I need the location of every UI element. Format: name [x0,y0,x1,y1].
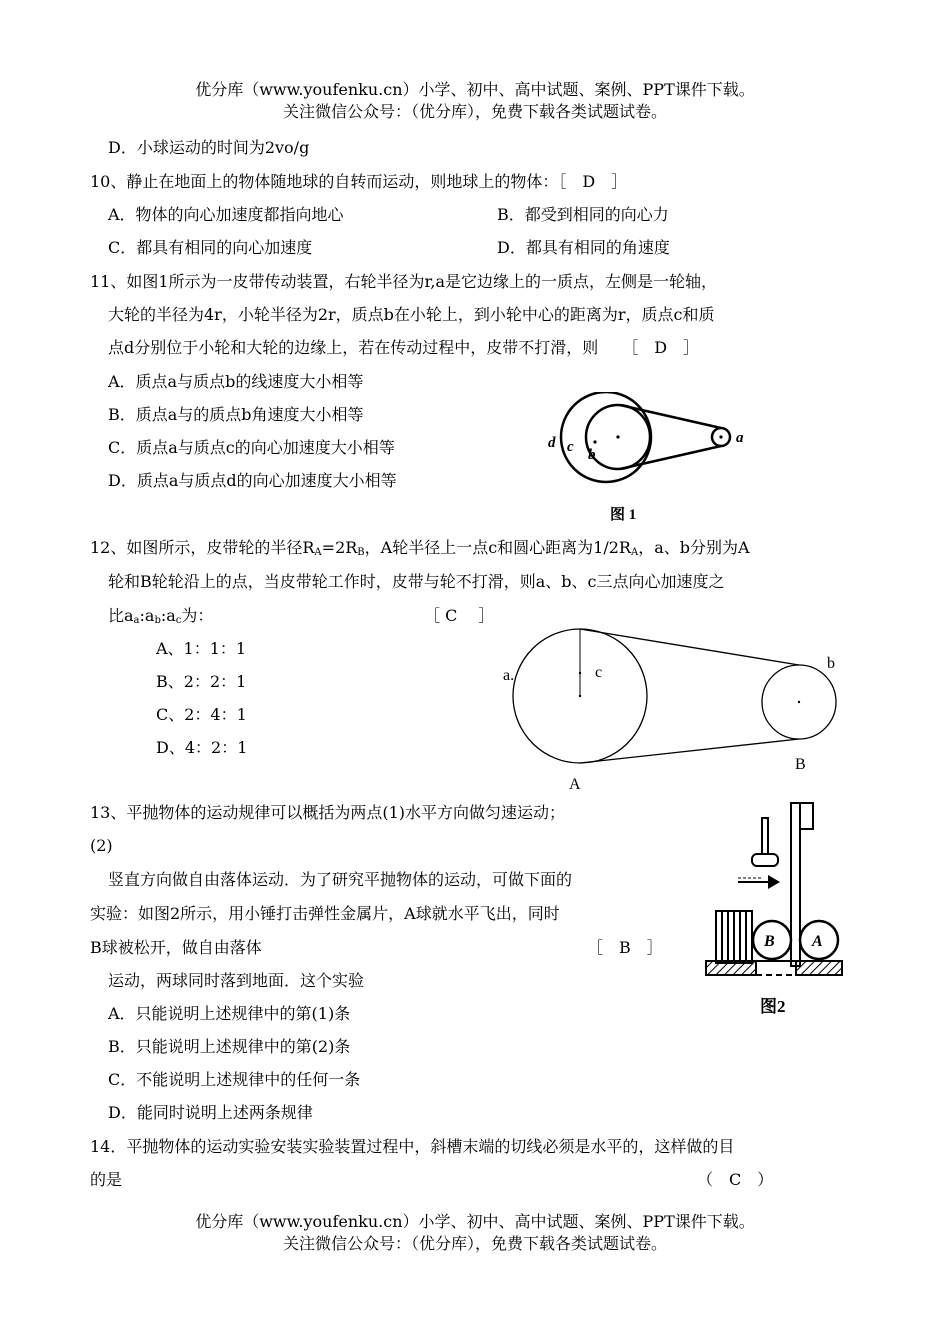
label-a: a. [503,667,515,684]
point-b-dot [593,440,596,443]
hammer-handle [762,818,768,854]
header-line-1: 优分库（www.youfenku.cn）小学、初中、高中试题、案例、PPT课件下载。 [195,80,755,99]
figure-q12-pulleys [495,625,855,795]
point-c [579,672,581,674]
q13-stem-line-6: 运动，两球同时落到地面．这个实验 [108,971,365,990]
q10-stem: 10、静止在地面上的物体随地球的自转而运动，则地球上的物体：［ D ］ [90,172,628,191]
belt-upper [580,629,799,665]
footer-line-2: 关注微信公众号：（优分库），免费下载各类试题试卷。 [282,1234,667,1253]
label-A: A [569,776,581,793]
q13-stem-line-1: 13、平抛物体的运动规律可以概括为两点(1)水平方向做匀速运动； [90,803,566,822]
q14-answer: （ C ） [697,1170,774,1189]
q11-stem-line-1: 11、如图1所示为一皮带传动装置，右轮半径为r,a是它边缘上的一质点，左侧是一轮轴， [90,272,718,291]
q12-stem-line-1: 12、如图所示，皮带轮的半径$R_A=2R_B$，A轮半径上一点c和圆心距离为$1/2R_A$，a、b分别为A [90,538,750,558]
q9-option-d: D．小球运动的时间为2vo/g [108,138,310,157]
label-A: A [812,933,823,950]
q14-stem-line-2: 的是 [90,1170,123,1189]
q12-option-b: B、2：2：1 [156,672,247,691]
center-point [616,435,619,438]
vertical-post [791,803,800,966]
q12-option-a: A、1：1：1 [156,639,247,658]
label-B: B [764,933,775,950]
q12-option-c: C、2：4：1 [156,705,247,724]
q13-answer: ［ B ］ [587,938,663,957]
label-c: c [567,439,574,455]
figure-1-belt-drive [540,392,770,527]
q14-stem-line-1: 14．平抛物体的运动实验安装实验装置过程中，斜槽末端的切线必须是水平的，这样做的目 [90,1137,735,1156]
q12-answer: ［ C ］ [424,606,495,625]
label-c: c [595,664,603,681]
q10-option-d: D．都具有相同的角速度 [497,238,670,257]
label-b: b [588,447,596,463]
base-right [796,961,842,975]
q13-stem-line-5: B球被松开，做自由落体 [90,938,262,957]
q13-option-b: B．只能说明上述规律中的第(2)条 [108,1037,351,1056]
q13-option-a: A．只能说明上述规律中的第(1)条 [108,1004,351,1023]
footer-line-1: 优分库（www.youfenku.cn）小学、初中、高中试题、案例、PPT课件下载。 [195,1212,755,1231]
q12-stem-line-2: 轮和B轮轮沿上的点，当皮带轮工作时，皮带与轮不打滑，则a、b、c三点向心加速度之 [108,572,725,591]
figure-1-caption: 图 1 [610,507,637,523]
q13-option-d: D．能同时说明上述两条规律 [108,1103,313,1122]
belt-lower [580,739,799,763]
hammer-head [752,854,778,866]
base-left [706,961,756,975]
arrow-head [768,875,780,889]
header-line-2: 关注微信公众号：（优分库），免费下载各类试题试卷。 [282,102,667,121]
q12-option-d: D、4：2：1 [156,738,248,757]
label-b: b [827,655,835,672]
q10-option-a: A．物体的向心加速度都指向地心 [108,205,344,224]
label-B: B [795,756,806,773]
q11-option-d: D．质点a与质点d的向心加速度大小相等 [108,471,397,490]
q10-option-b: B．都受到相同的向心力 [497,205,669,224]
large-wheel [561,392,651,482]
center-A [579,695,581,697]
q11-option-a: A．质点a与质点b的线速度大小相等 [108,372,364,391]
figure-2-apparatus [700,795,850,1020]
q11-stem-line-3: 点d分别位于小轮和大轮的边缘上，若在传动过程中，皮带不打滑，则 ［ D ］ [108,338,700,357]
q13-option-c: C．不能说明上述规律中的任何一条 [108,1070,361,1089]
q11-stem-line-2: 大轮的半径为4r，小轮半径为2r，质点b在小轮上，到小轮中心的距离为r，质点c和质 [108,305,715,324]
post-clip [800,803,813,829]
belt-lower [620,446,721,469]
q10-option-c: C．都具有相同的向心加速度 [108,238,313,257]
right-wheel-center [719,435,722,438]
label-d: d [548,435,556,451]
figure-2-caption: 图2 [760,997,786,1016]
q13-stem-line-3: 竖直方向做自由落体运动．为了研究平抛物体的运动，可做下面的 [108,870,573,889]
q11-option-c: C．质点a与质点c的向心加速度大小相等 [108,438,395,457]
q13-stem-line-4: 实验：如图2所示，用小锤打击弹性金属片，A球就水平飞出，同时 [90,904,560,923]
q11-option-b: B．质点a与的质点b角速度大小相等 [108,405,364,424]
center-B [798,701,800,703]
q12-stem-line-3: 比$a_a:a_b:a_c$为： [108,606,214,626]
label-a: a [736,430,744,446]
q13-stem-line-2: (2) [90,836,113,855]
belt-upper [620,405,721,428]
